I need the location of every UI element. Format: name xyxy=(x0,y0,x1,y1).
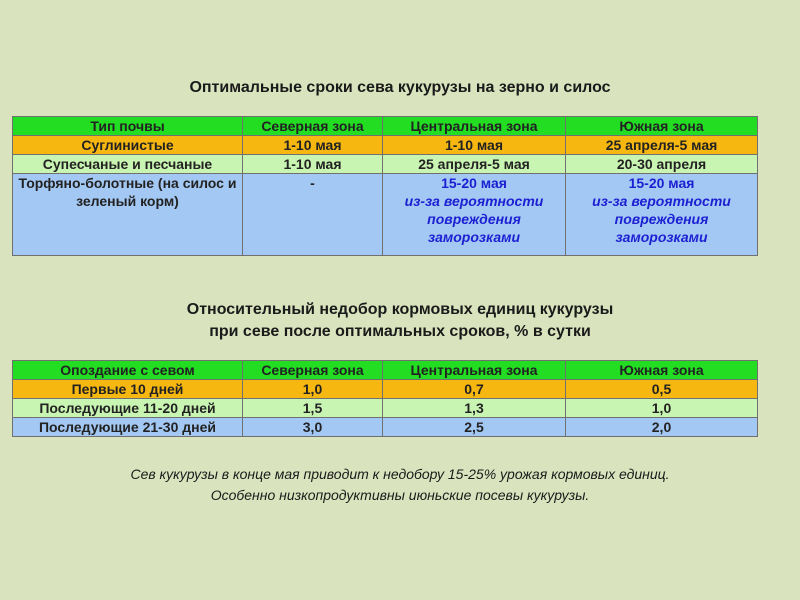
note-line2: Особенно низкопродуктивны июньские посевы кукурузы. xyxy=(210,487,590,503)
table-cell: 1,5 xyxy=(243,399,383,418)
table-cell: 1-10 мая xyxy=(383,136,566,155)
column-header: Центральная зона xyxy=(383,117,566,136)
table-header-row xyxy=(13,117,758,136)
table2-title-line2: при севе после оптимальных сроков, % в сутки xyxy=(209,323,591,340)
table-cell: 1,0 xyxy=(566,399,758,418)
column-header: Южная зона xyxy=(566,361,758,380)
date-value: 15-20 мая xyxy=(628,175,695,191)
table-cell: 3,0 xyxy=(243,418,383,437)
table-cell: 25 апреля-5 мая xyxy=(383,155,566,174)
table-row xyxy=(13,418,758,437)
table2-title-line1: Относительный недобор кормовых единиц кукурузы xyxy=(186,301,614,318)
column-header: Южная зона xyxy=(566,117,758,136)
table-cell: - xyxy=(243,174,383,256)
table-cell: Первые 10 дней xyxy=(13,380,243,399)
table-cell: 0,5 xyxy=(566,380,758,399)
table-cell xyxy=(383,174,566,256)
table-cell: 20-30 апреля xyxy=(566,155,758,174)
table-cell: 25 апреля-5 мая xyxy=(566,136,758,155)
table-row xyxy=(13,174,758,256)
column-header: Северная зона xyxy=(243,117,383,136)
table-row xyxy=(13,380,758,399)
frost-note: из-за вероятности повреждения заморозками xyxy=(592,193,731,245)
column-header: Центральная зона xyxy=(383,361,566,380)
table-cell: Торфяно-болотные (на силос и зеленый корм) xyxy=(13,174,243,256)
date-value: 15-20 мая xyxy=(441,175,507,191)
column-header: Северная зона xyxy=(243,361,383,380)
table-row xyxy=(13,155,758,174)
table-cell: 1,3 xyxy=(383,399,566,418)
column-header: Тип почвы xyxy=(13,117,243,136)
table-row xyxy=(13,399,758,418)
table-cell: Последующие 11-20 дней xyxy=(13,399,243,418)
table-cell: 1,0 xyxy=(243,380,383,399)
table-cell: Супесчаные и песчаные xyxy=(13,155,243,174)
column-header: Опоздание с севом xyxy=(13,361,243,380)
table-cell: 2,5 xyxy=(383,418,566,437)
table1-title: Оптимальные сроки сева кукурузы на зерно и силос xyxy=(189,79,611,96)
table-row xyxy=(13,136,758,155)
table-cell: 1-10 мая xyxy=(243,136,383,155)
table-cell: 0,7 xyxy=(383,380,566,399)
table-cell: 2,0 xyxy=(566,418,758,437)
sowing-dates-table xyxy=(12,116,758,256)
frost-note: из-за вероятности повреждения заморозками xyxy=(404,193,544,245)
note-line1: Сев кукурузы в конце мая приводит к недобору 15-25% урожая кормовых единиц. xyxy=(130,466,670,482)
table-cell: 1-10 мая xyxy=(243,155,383,174)
table-cell xyxy=(566,174,758,256)
table-header-row xyxy=(13,361,758,380)
feed-units-loss-table xyxy=(12,360,758,437)
table-cell: Последующие 21-30 дней xyxy=(13,418,243,437)
table-cell: Суглинистые xyxy=(13,136,243,155)
